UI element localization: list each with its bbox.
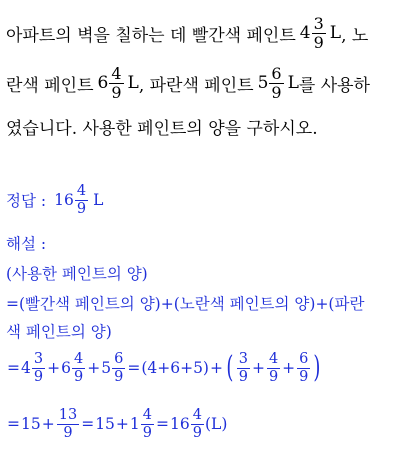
yellow-paint-whole: 6 — [97, 73, 109, 93]
problem-text: , 파란색 페인트 — [138, 75, 254, 96]
solution-line-2 — [6, 292, 396, 314]
problem-text: , 노 — [341, 25, 369, 46]
open-paren: ( — [226, 350, 234, 385]
solution-line-3 — [6, 320, 396, 342]
mixed-whole: 1 — [129, 415, 140, 433]
problem-line-2 — [6, 60, 396, 106]
problem-text: 였습니다. 사용한 페인트의 양을 구하시오. — [6, 118, 318, 139]
fraction: $\frac{4}{9}$ — [142, 407, 153, 441]
fraction: $\frac{6}{9}$ — [299, 351, 309, 385]
answer-label: 정답 : — [6, 192, 47, 210]
fraction: $\frac{3}{9}$ — [238, 351, 248, 385]
whole-number: 15 — [95, 415, 115, 433]
problem-line-1 — [6, 10, 396, 56]
fraction: $\frac{6}{9}$ — [114, 351, 124, 385]
fraction: $\frac{13}{9}$ — [58, 407, 78, 441]
problem-text: 를 사용하 — [298, 75, 370, 96]
solution-line-1 — [6, 262, 396, 284]
result-whole: 16 — [170, 415, 190, 433]
unit-label: L — [329, 23, 342, 43]
unit-label: L — [287, 73, 299, 93]
yellow-paint-fraction: $\frac{4}{9}$ — [111, 63, 122, 102]
equation-line-2: = 15 + $\frac{13}{9}$ = 15 + 1 $\frac{4}{9}$ = 16 $\frac{4}{9}$ (L) — [7, 407, 228, 441]
problem-text: 란색 페인트 — [6, 75, 94, 96]
red-paint-whole: 4 — [299, 23, 311, 43]
fraction: $\frac{4}{9}$ — [268, 351, 279, 385]
result-unit: (L) — [205, 415, 228, 433]
sum-of-wholes: (4+6+5) — [141, 359, 209, 377]
mixed-whole: 4 — [21, 359, 31, 377]
solution-label-text: 해설 : — [6, 235, 47, 253]
solution-label — [6, 232, 396, 254]
solution-text: 색 페인트의 양) — [6, 323, 112, 341]
answer-fraction: $\frac{4}{9}$ — [76, 183, 87, 217]
problem-text: 아파트의 벽을 칠하는 데 빨간색 페인트 — [6, 25, 296, 46]
answer-whole: 16 — [54, 191, 74, 209]
solution-text: (사용한 페인트의 양) — [6, 265, 148, 283]
result-fraction: $\frac{4}{9}$ — [192, 407, 202, 441]
fraction: $\frac{4}{9}$ — [73, 351, 84, 385]
solution-text: =(빨간색 페인트의 양)+(노란색 페인트의 양)+(파란 — [6, 295, 365, 313]
blue-paint-fraction: $\frac{6}{9}$ — [271, 63, 282, 102]
unit-label: L — [127, 73, 139, 93]
answer-line — [6, 180, 396, 220]
whole-number: 15 — [21, 415, 41, 433]
fraction: $\frac{3}{9}$ — [33, 351, 44, 385]
blue-paint-whole: 5 — [257, 73, 269, 93]
problem-line-3 — [6, 114, 396, 138]
equation-line-1: = 4 $\frac{3}{9}$ + 6 $\frac{4}{9}$ + 5 $\frac{6}{9}$ = (4+6+5) + ( $\frac{3}{9}$ + $\frac{4}{9}$ + $\frac{6}{9}$ ) — [7, 350, 321, 385]
red-paint-fraction: $\frac{3}{9}$ — [313, 13, 324, 52]
mixed-whole: 5 — [101, 359, 112, 377]
answer-unit: L — [93, 191, 104, 209]
close-paren: ) — [313, 350, 321, 385]
mixed-whole: 6 — [61, 359, 71, 377]
